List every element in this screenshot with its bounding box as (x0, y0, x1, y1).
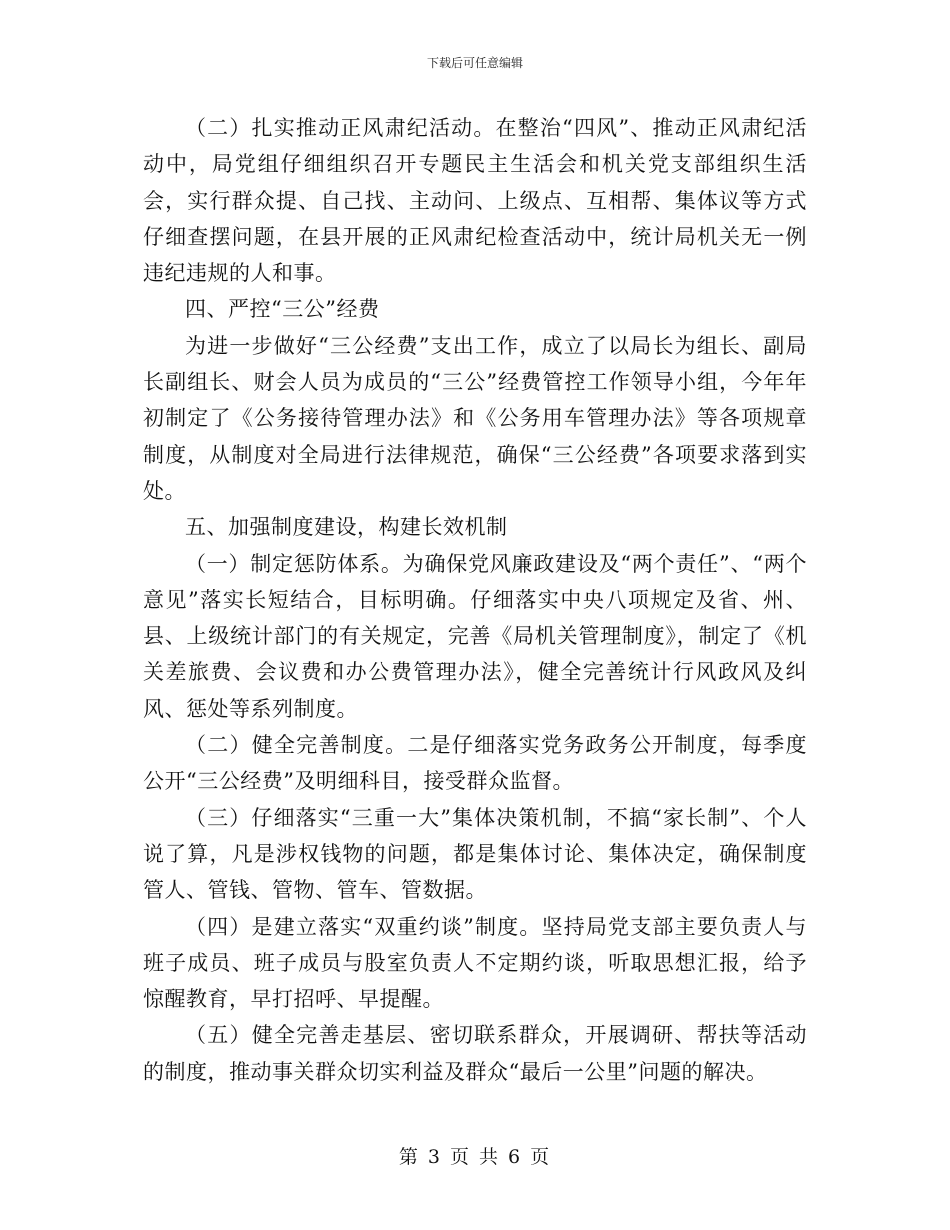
paragraph-rectify-discipline: （二）扎实推动正风肃纪活动。在整治“四风”、推动正风肃纪活动中，局党组仔细组织召开专题民主生活会和机关党支部组织生活会，实行群众提、自己找、主动问、上级点、互相帮、集体议等方式仔细查摆问题，在县开展的正风肃纪检查活动中，统计局机关无一例违纪违规的人和事。 (143, 116, 807, 286)
paragraph-collective-decision: （三）仔细落实“三重一大”集体决策机制，不搞“家长制”、个人说了算，凡是涉权钱物的问题，都是集体讨论、集体决定，确保制度管人、管钱、管物、管车、管数据。 (143, 805, 807, 903)
paragraph-three-public-funds: 为进一步做好“三公经费”支出工作，成立了以局长为组长、副局长副组长、财会人员为成员的“三公”经费管控工作领导小组，今年年初制定了《公务接待管理办法》和《公务用车管理办法》等各项规章制度，从制度对全局进行法律规范，确保“三公经费”各项要求落到实处。 (143, 333, 807, 503)
section-heading-three-public-funds: 四、严控“三公”经费 (185, 297, 380, 322)
paragraph-grassroots: （五）健全完善走基层、密切联系群众，开展调研、帮扶等活动的制度，推动事关群众切实利益及群众“最后一公里”问题的解决。 (143, 1023, 807, 1084)
page-number: 第 3 页 共 6 页 (398, 1146, 552, 1168)
page-header-note: 下载后可任意编辑 (426, 56, 523, 70)
paragraph-dual-interview: （四）是建立落实“双重约谈”制度。坚持局党支部主要负责人与班子成员、班子成员与股室负责人不定期约谈，听取思想汇报，给予惊醒教育，早打招呼、早提醒。 (143, 914, 807, 1012)
document-body (143, 110, 807, 1090)
paragraph-prevention-system: （一）制定惩防体系。为确保党风廉政建设及“两个责任”、“两个意见”落实长短结合，目标明确。仔细落实中央八项规定及省、州、县、上级统计部门的有关规定，完善《局机关管理制度》，制定了《机关差旅费、会议费和办公费管理办法》，健全完善统计行风政风及纠风、惩处等系列制度。 (143, 551, 807, 721)
section-heading-system-building: 五、加强制度建设，构建长效机制 (185, 515, 508, 540)
paragraph-improve-system: （二）健全完善制度。二是仔细落实党务政务公开制度，每季度公开“三公经费”及明细科目，接受群众监督。 (143, 733, 807, 794)
